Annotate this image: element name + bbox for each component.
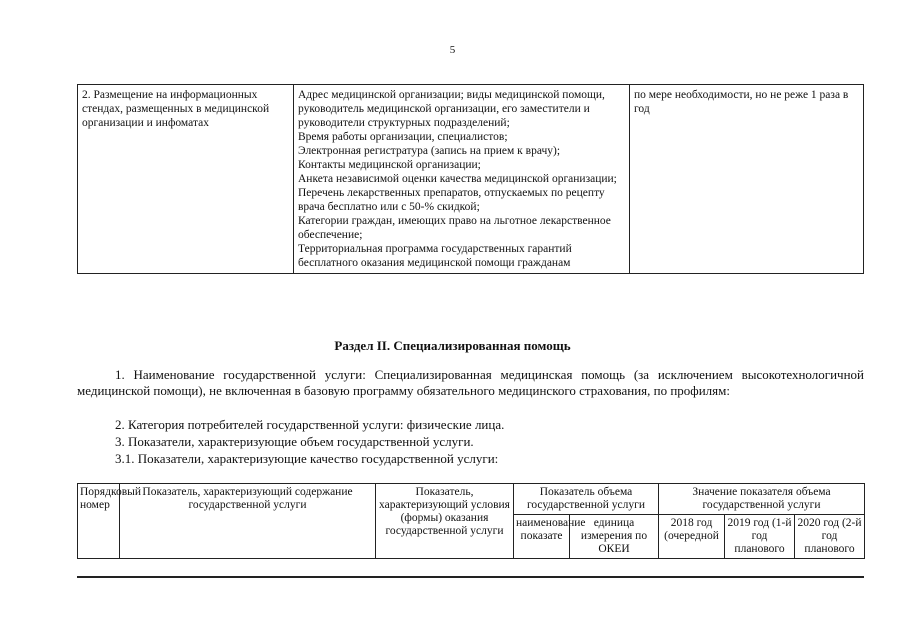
- content-line: Время работы организации, специалистов;: [298, 131, 508, 143]
- frequency-cell: по мере необходимости, но не реже 1 раза в год: [630, 85, 864, 274]
- quality-indicators-table: [77, 483, 865, 559]
- table-header-row: [78, 484, 865, 515]
- header-volume-name: наименование показате: [514, 515, 570, 559]
- header-condition: Показатель, характеризующий условия (формы) оказания государственной услуги: [376, 484, 514, 559]
- header-volume-group: Показатель объема государственной услуги: [514, 484, 659, 515]
- table-row: [78, 85, 864, 274]
- service-name-paragraph: 1. Наименование государственной услуги: Специализированная медицинская помощь (за исключением высокотехнологичной медицинской помощи), не включенная в базовую программу обязательного медицинского страхования, по профилям:: [77, 367, 864, 398]
- content-line: Адрес медицинской организации; виды медицинской помощи, руководитель медицинской организации, его заместители и руководители структурных подразделений;: [298, 89, 605, 129]
- consumer-category-paragraph: 2. Категория потребителей государственной услуги: физические лица.: [115, 417, 505, 432]
- page-number: 5: [449, 44, 456, 56]
- content-line: Анкета независимой оценки качества медицинской организации;: [298, 173, 617, 185]
- info-placement-table: [77, 84, 864, 274]
- volume-indicators-paragraph: 3. Показатели, характеризующие объем государственной услуги.: [115, 434, 474, 449]
- placement-content-cell: [294, 85, 630, 274]
- content-line: Территориальная программа государственных гарантий бесплатного оказания медицинской помощи гражданам: [298, 243, 572, 269]
- content-line: Категории граждан, имеющих право на льготное лекарственное обеспечение;: [298, 215, 611, 241]
- quality-indicators-paragraph: 3.1. Показатели, характеризующие качество государственной услуги:: [115, 451, 499, 466]
- header-volume-unit: единица измерения по ОКЕИ: [570, 515, 659, 559]
- section-title: Раздел II. Специализированная помощь: [334, 338, 571, 353]
- header-year-2020: 2020 год (2-й год планового: [795, 515, 865, 559]
- header-year-2019: 2019 год (1-й год планового: [725, 515, 795, 559]
- table-bottom-rule: [77, 576, 864, 578]
- header-order-number: Порядковый номер: [78, 484, 120, 559]
- content-line: Электронная регистратура (запись на прием к врачу);: [298, 145, 561, 157]
- content-line: Перечень лекарственных препаратов, отпускаемых по рецепту врача бесплатно или с 50-% скидкой;: [298, 187, 605, 213]
- placement-method-cell: 2. Размещение на информационных стендах, размещенных в медицинской организации и инфоматах: [78, 85, 294, 274]
- header-year-2018: 2018 год (очередной: [659, 515, 725, 559]
- content-line: Контакты медицинской организации;: [298, 159, 481, 171]
- header-indicator: Показатель, характеризующий содержание государственной услуги: [120, 484, 376, 559]
- header-value-group: Значение показателя объема государственной услуги: [659, 484, 865, 515]
